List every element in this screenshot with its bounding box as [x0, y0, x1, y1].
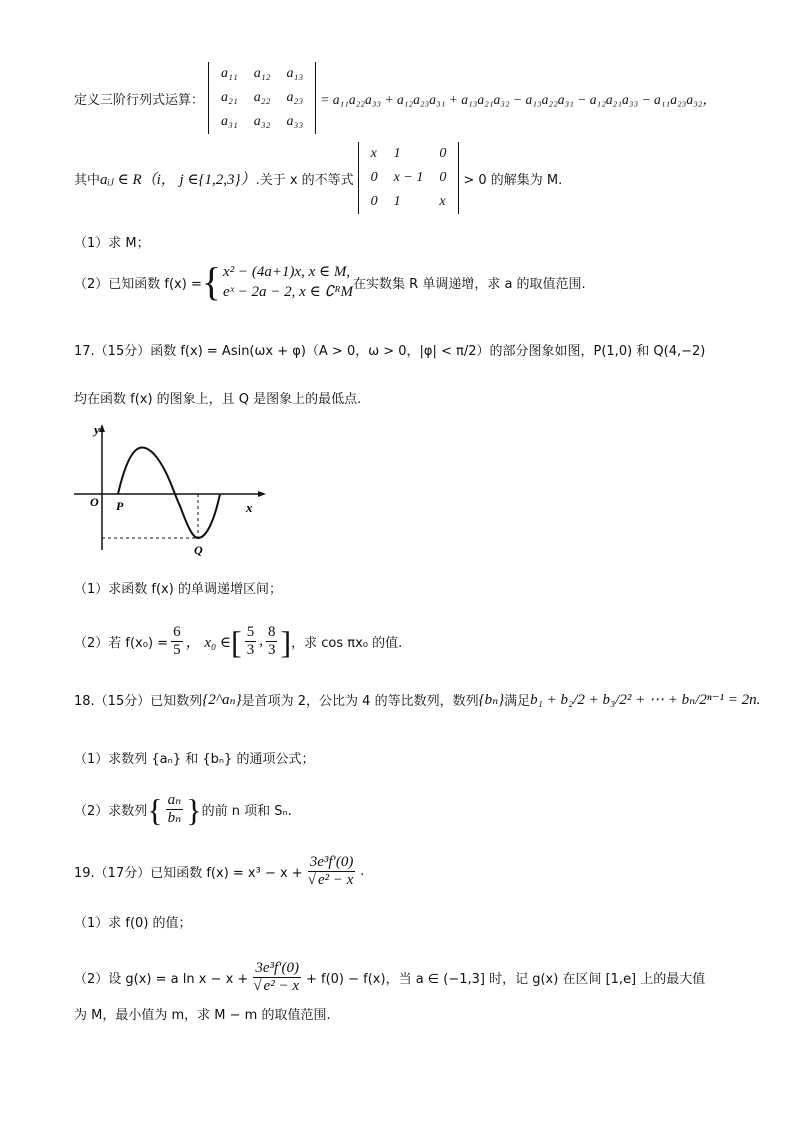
- q19-p2-mid: + f(0) − f(x)，当 a ∈ (−1,3] 时，记 g(x) 在区间 [1,e] 上的最大值: [305, 972, 706, 987]
- denominator: bₙ: [167, 810, 182, 826]
- det-cell: a₂₁: [221, 90, 238, 105]
- q17-heading: 17.（15分）函数 f(x) = Asin(ωx + φ)（A > 0，ω > 0，|φ| < π/2）的部分图象如图，P(1,0) 和 Q(4,−2): [74, 344, 706, 359]
- det-cell: x: [370, 146, 377, 161]
- cond-post: > 0 的解集为 M.: [463, 172, 563, 188]
- left-bracket: [: [231, 623, 242, 660]
- q17-p2-pre: （2）若 f(x₀) =: [74, 636, 169, 651]
- numerator: 8: [267, 624, 276, 640]
- intro-label: 定义三阶行列式运算：: [74, 92, 205, 108]
- cond-math: aᵢⱼ ∈ R（i， j ∈{1,2,3}）: [100, 171, 256, 188]
- q18-head-pre: 18.（15分）已知数列: [74, 694, 203, 709]
- q18-p2-post: 的前 n 项和 Sₙ.: [201, 804, 292, 819]
- piecewise-cases: [223, 262, 353, 302]
- q18-seq1: {2^aₙ}: [202, 692, 242, 708]
- q18-seq2: {bₙ}: [478, 692, 505, 708]
- numerator: 5: [246, 624, 255, 640]
- intro-line: [74, 62, 716, 134]
- right-bracket: ]: [280, 623, 292, 660]
- q19-part1: （1）求 f(0) 的值；: [74, 916, 192, 931]
- q17-p2-mid: ， x₀ ∈: [185, 635, 232, 651]
- q17-p2-post: ，求 cos πx₀ 的值.: [291, 636, 403, 651]
- left-brace: {: [201, 259, 222, 304]
- period: .: [360, 863, 365, 879]
- q19-head-pre: 19.（17分）已知函数 f(x) = x³ − x +: [74, 866, 303, 881]
- det-cell: x − 1: [393, 170, 424, 185]
- det-cell: a₂₂: [253, 90, 271, 105]
- denominator: 5: [173, 642, 181, 658]
- q16-part1: （1）求 M；: [74, 236, 150, 251]
- q18-head-mid: 是首项为 2，公比为 4 的等比数列，数列: [241, 694, 479, 709]
- numerator: 3e³f′(0): [309, 854, 354, 870]
- q17-part2: [74, 624, 402, 659]
- q19-p2-pre: （2）设 g(x) = a ln x − x +: [74, 972, 249, 987]
- q19-part2-end: 为 M，最小值为 m，求 M − m 的取值范围.: [74, 1008, 331, 1023]
- q18-p2-pre: （2）求数列: [74, 804, 148, 819]
- det-cell: a₃₃: [286, 114, 304, 129]
- denominator: √ e² − x: [307, 872, 354, 888]
- fraction-8-3: [266, 624, 278, 659]
- q17-heading-2: 均在函数 f(x) 的图象上，且 Q 是图象上的最低点.: [74, 392, 362, 407]
- fraction-5-3: [245, 624, 257, 659]
- x-axis-label: x: [246, 500, 253, 515]
- q16-part2: [74, 259, 586, 304]
- denominator: √ e² − x: [253, 978, 299, 994]
- comma: ,: [259, 633, 263, 649]
- q18-part1: （1）求数列 {aₙ} 和 {bₙ} 的通项公式；: [74, 752, 315, 767]
- left-brace: {: [147, 791, 163, 828]
- fraction-6-5: [171, 624, 183, 659]
- q19-p2-fraction: [251, 960, 303, 995]
- det-cell: 1: [393, 194, 401, 209]
- det-cell: 0: [439, 170, 447, 185]
- det-cell: a₁₃: [286, 66, 304, 81]
- q18-relation: b₁ + b₂/2 + b₃/2² + ⋯ + bₙ/2ⁿ⁻¹ = 2n.: [530, 692, 761, 708]
- point-q-label: Q: [194, 543, 203, 557]
- inequality-line: [74, 142, 562, 214]
- origin-label: O: [90, 495, 99, 509]
- denominator: 3: [246, 642, 255, 658]
- q18-part2: [74, 792, 292, 827]
- q19-heading: [74, 854, 364, 889]
- case-1: x² − (4a+1)x, x ∈ M,: [223, 264, 351, 280]
- case-2: eˣ − 2a − 2, x ∈ ∁ᴿM: [223, 284, 354, 300]
- det-cell: x: [439, 194, 446, 209]
- fraction-an-bn: [166, 792, 184, 827]
- denominator: 3: [267, 642, 276, 658]
- numerator: 6: [173, 624, 181, 640]
- det-cell: a₁₁: [221, 66, 238, 81]
- q19-fraction: [306, 854, 358, 889]
- det-cell: a₃₁: [221, 114, 238, 129]
- radicand: e² − x: [263, 978, 299, 994]
- numerator: aₙ: [167, 792, 182, 808]
- det-cell: 0: [439, 146, 447, 161]
- q17-part1: （1）求函数 f(x) 的单调递增区间；: [74, 582, 282, 597]
- det-cell: 0: [370, 194, 378, 209]
- right-brace: }: [186, 791, 202, 828]
- point-p-label: P: [116, 499, 124, 513]
- det-cell: 0: [370, 170, 378, 185]
- sine-graph: [74, 422, 274, 562]
- cond-mid: .关于 x 的不等式: [255, 172, 354, 188]
- q18-head-mid2: 满足: [504, 694, 531, 709]
- numerator: 3e³f′(0): [255, 960, 299, 976]
- radicand: e² − x: [317, 872, 354, 888]
- cond-pre: 其中: [74, 172, 101, 188]
- general-determinant: [208, 62, 316, 134]
- q16-p2-pre: （2）已知函数 f(x) =: [74, 276, 202, 292]
- determinant-expansion: = a₁₁a₂₂a₃₃ + a₁₂a₂₃a₃₁ + a₁₃a₂₁a₃₂ − a₁₃a₂₂a₃₁ − a₁₂a₂₁a₃₃ − a₁₁a₂₃a₃₂，: [320, 92, 716, 107]
- y-axis-label: y: [94, 422, 100, 437]
- det-cell: a₂₃: [286, 90, 304, 105]
- q16-p2-post: 在实数集 R 单调递增，求 a 的取值范围.: [353, 276, 586, 292]
- q18-heading: [74, 690, 760, 709]
- q19-part2: [74, 960, 705, 995]
- det-cell: 1: [393, 146, 401, 161]
- det-cell: a₃₂: [253, 114, 271, 129]
- inequality-determinant: [358, 142, 460, 214]
- det-cell: a₁₂: [253, 66, 271, 81]
